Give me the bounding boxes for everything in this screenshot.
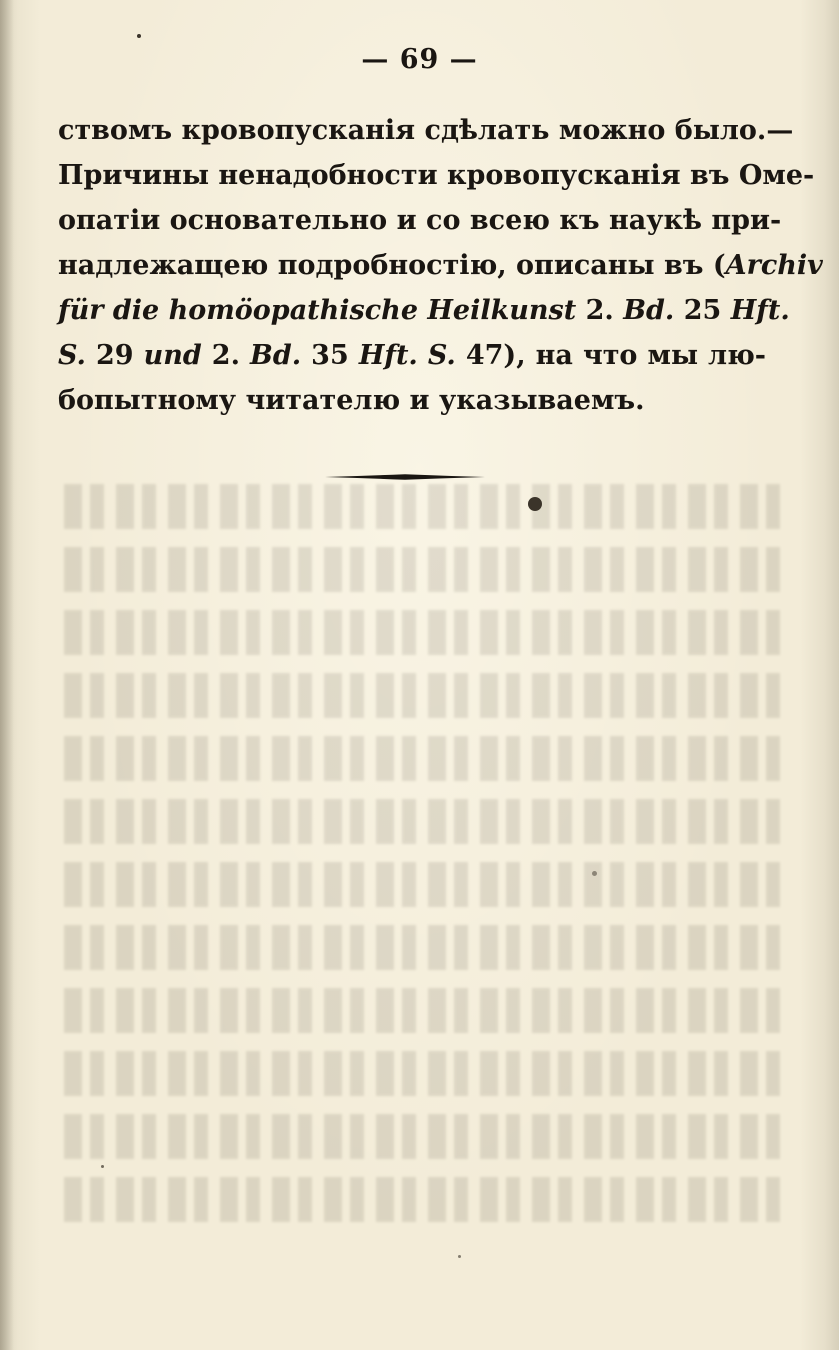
text-segment: 47), на что мы лю- — [455, 340, 766, 371]
text-line — [58, 108, 794, 153]
ink-speck — [137, 34, 141, 38]
text-line — [58, 153, 815, 198]
gutter-shadow — [0, 0, 14, 1350]
citation-italic: für die homöopathische Heilkunst — [58, 295, 577, 326]
text-segment: Причины ненадобности кровопусканія въ Оме- — [58, 160, 815, 191]
text-line — [58, 198, 782, 243]
ink-speck — [101, 1165, 104, 1168]
text-line — [58, 288, 790, 333]
citation-italic: S. — [58, 340, 86, 371]
text-segment: опатіи основательно и со всею къ наукѣ при- — [58, 205, 782, 236]
page-number: — 69 — — [361, 44, 478, 75]
text-segment: 29 — [85, 340, 144, 371]
text-segment: ствомъ кровопусканія сдѣлать можно было.— — [58, 115, 794, 146]
citation-italic: Archiv — [725, 250, 823, 281]
citation-italic: Hft. — [730, 295, 790, 326]
text-segment: 2. — [201, 340, 251, 371]
body-text — [58, 108, 823, 423]
text-line — [58, 333, 766, 378]
citation-italic: und — [143, 340, 202, 371]
text-segment: бопытному читателю и указываемъ. — [58, 385, 645, 416]
text-segment — [418, 340, 428, 371]
ink-speck — [592, 871, 597, 876]
text-segment: 35 — [301, 340, 359, 371]
citation-italic: Bd. — [623, 295, 675, 326]
text-line — [58, 378, 766, 423]
reverse-side-bleed — [60, 470, 780, 1270]
citation-italic: Hft. — [358, 340, 418, 371]
citation-italic: Bd. — [250, 340, 302, 371]
text-segment: 2. — [576, 295, 624, 326]
citation-italic: S. — [427, 340, 456, 371]
ink-speck — [528, 497, 542, 511]
text-segment: надлежащею подробностію, описаны въ ( — [58, 250, 726, 281]
ink-speck — [458, 1255, 461, 1258]
section-divider-ornament — [325, 472, 485, 482]
text-segment: 25 — [674, 295, 731, 326]
text-line — [58, 243, 823, 288]
